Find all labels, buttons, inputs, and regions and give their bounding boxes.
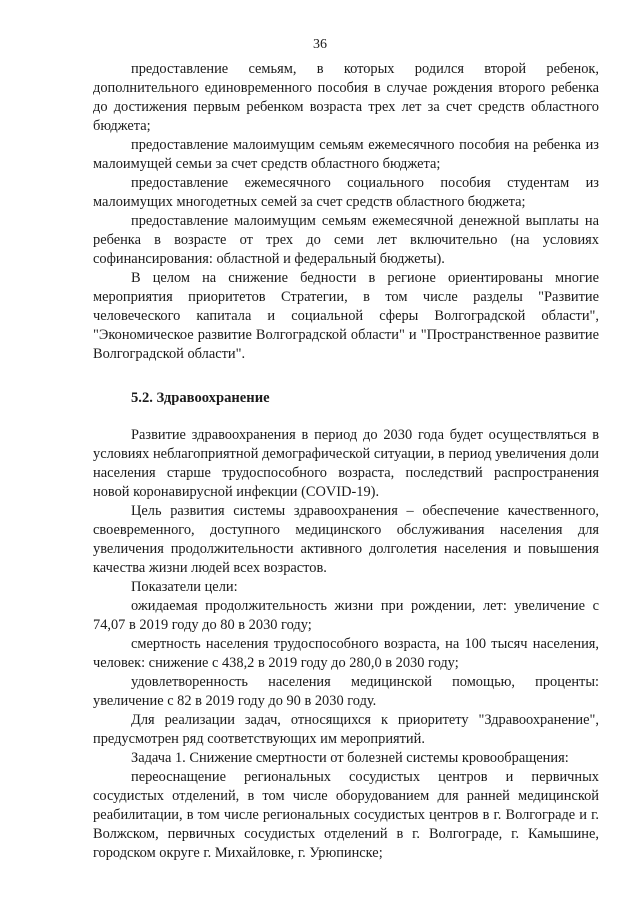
paragraph: предоставление малоимущим семьям ежемесячной денежной выплаты на ребенка в возрасте от трех до семи лет включительно (на условиях софинансирования: областной и федеральный бюджеты). — [93, 213, 599, 267]
paragraph: предоставление семьям, в которых родился второй ребенок, дополнительного единовременного пособия в случае рождения второго ребенка до достижения первым ребенком возраста трех лет за счет средств областного бюджета; — [93, 61, 599, 134]
section-heading: 5.2. Здравоохранение — [131, 390, 270, 406]
page-body — [93, 60, 599, 863]
paragraph: Цель развития системы здравоохранения – обеспечение качественного, своевременного, доступного медицинского обслуживания населения для увеличения продолжительности активного долголетия населения и повышения качества жизни людей всех возрастов. — [93, 503, 599, 576]
paragraph: Развитие здравоохранения в период до 2030 года будет осуществляться в условиях неблагоприятной демографической ситуации, в период увеличения доли населения старше трудоспособного возраста, последствий распространения новой коронавирусной инфекции (COVID-19). — [93, 427, 599, 500]
paragraph: удовлетворенность населения медицинской помощью, проценты: увеличение с 82 в 2019 году до 90 в 2030 году. — [93, 674, 599, 709]
paragraph: Для реализации задач, относящихся к приоритету "Здравоохранение", предусмотрен ряд соответствующих им мероприятий. — [93, 712, 599, 747]
paragraph: ожидаемая продолжительность жизни при рождении, лет: увеличение с 74,07 в 2019 году до 80 в 2030 году; — [93, 598, 599, 633]
paragraph: Показатели цели: — [131, 579, 238, 595]
paragraph: смертность населения трудоспособного возраста, на 100 тысяч населения, человек: снижение с 438,2 в 2019 году до 280,0 в 2030 году; — [93, 636, 599, 671]
paragraph: предоставление ежемесячного социального пособия студентам из малоимущих многодетных семей за счет средств областного бюджета; — [93, 175, 599, 210]
paragraph: переоснащение региональных сосудистых центров и первичных сосудистых отделений, в том числе оборудованием для ранней медицинской реабилитации, в том числе региональных сосудистых центров в г. Волгограде и г. Волжском, первичных сосудистых отделений в г. Волгограде, г. Камышине, городском округе г. Михайловке, г. Урюпинске; — [93, 769, 599, 861]
paragraph: предоставление малоимущим семьям ежемесячного пособия на ребенка из малоимущей семьи за счет средств областного бюджета; — [93, 137, 599, 172]
paragraph: Задача 1. Снижение смертности от болезней системы кровообращения: — [131, 750, 569, 766]
page-number: 36 — [313, 37, 327, 52]
paragraph: В целом на снижение бедности в регионе ориентированы многие мероприятия приоритетов Стратегии, в том числе разделы "Развитие человеческого капитала и социальной сферы Волгоградской области", "Экономическое развитие Волгоградской области" и "Пространственное развитие Волгоградской области". — [93, 270, 599, 362]
